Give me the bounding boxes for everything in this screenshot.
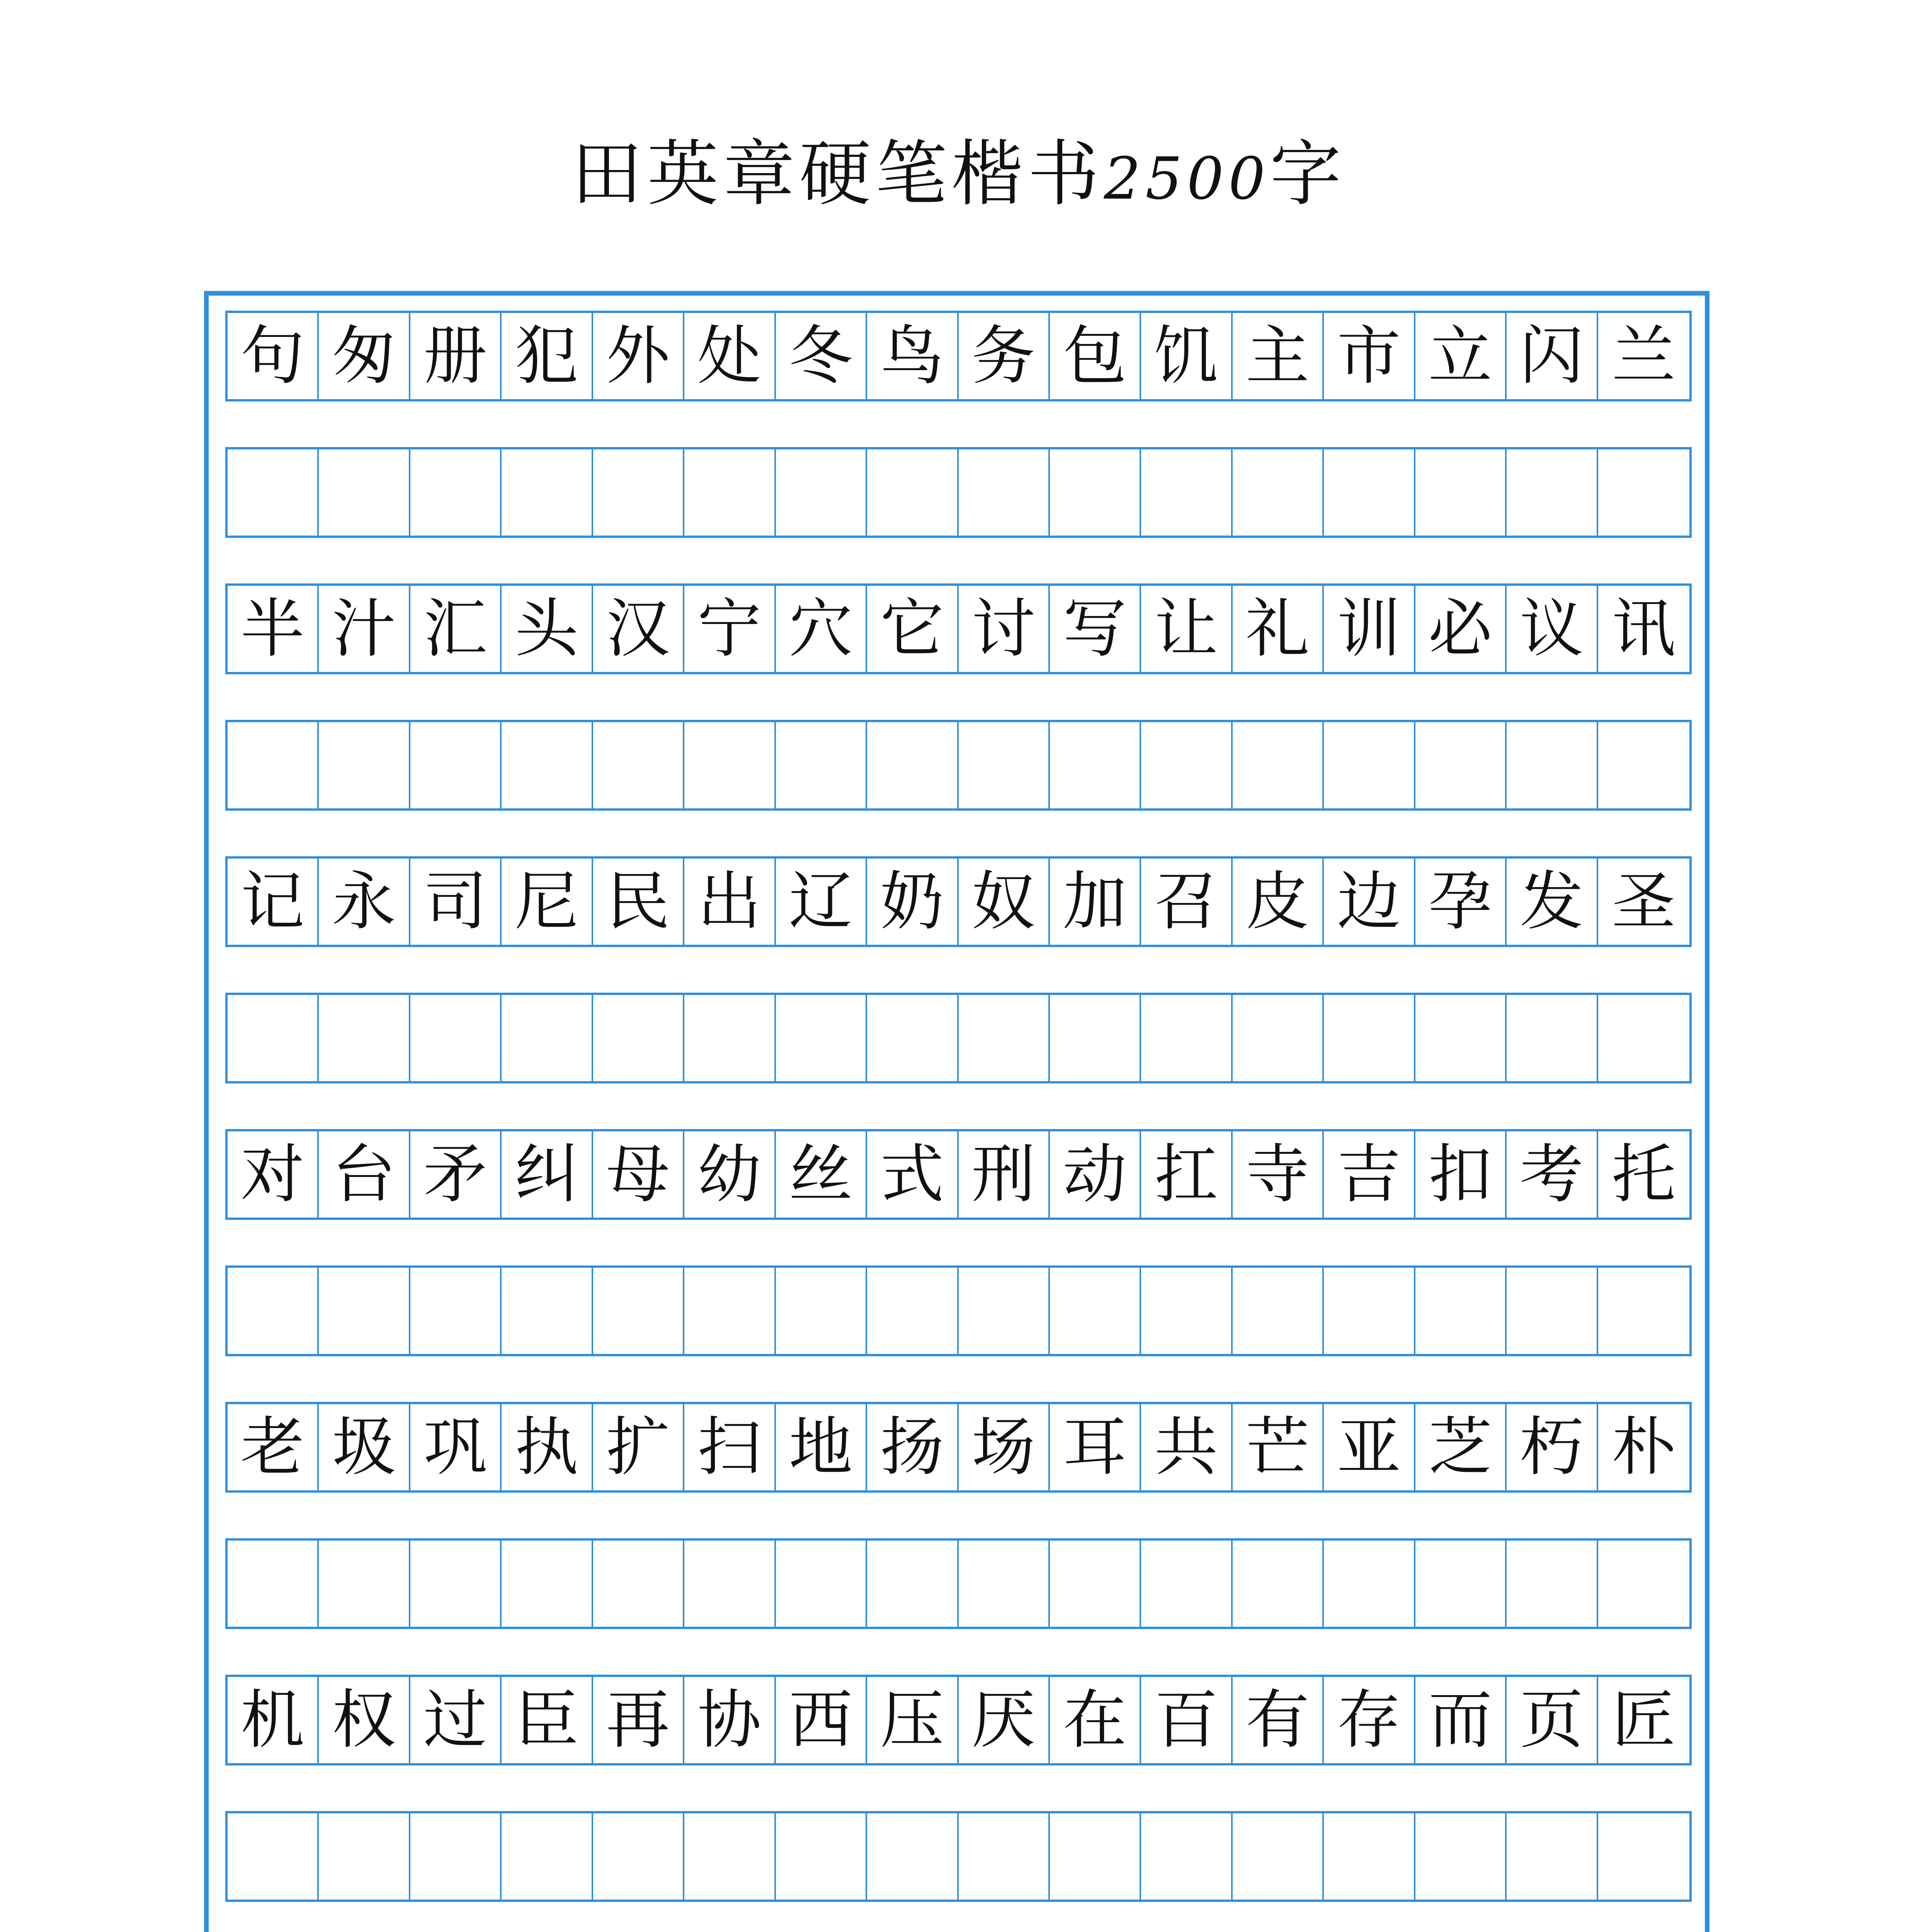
- practice-cell[interactable]: [1050, 995, 1141, 1081]
- character-cell: 吉: [1324, 1131, 1415, 1218]
- character-cell: 扛: [1141, 1131, 1232, 1218]
- character-cell: 刑: [959, 1131, 1050, 1218]
- character-cell: 匠: [1612, 1683, 1676, 1757]
- character-cell: 巩: [410, 1404, 502, 1490]
- practice-row: [225, 447, 1692, 538]
- character-cell: 过: [410, 1677, 502, 1763]
- character-row: [225, 311, 1692, 401]
- practice-cell[interactable]: [776, 1813, 867, 1900]
- character-cell: 民: [593, 859, 684, 945]
- character-cell: 而: [1415, 1677, 1507, 1763]
- practice-cell[interactable]: [228, 995, 319, 1081]
- character-cell: 百: [1141, 1677, 1232, 1763]
- page-title: [0, 128, 1917, 225]
- practice-row: [225, 1811, 1692, 1902]
- character-cell: 让: [1141, 586, 1232, 672]
- practice-cell[interactable]: [1050, 1541, 1141, 1627]
- character-cell: 头: [502, 586, 593, 672]
- practice-cell[interactable]: [502, 449, 593, 536]
- practice-cell[interactable]: [684, 995, 776, 1081]
- character-row: [225, 583, 1692, 674]
- character-cell: 冬: [776, 313, 867, 399]
- character-cell: 市: [1324, 313, 1415, 399]
- character-cell: 权: [319, 1677, 410, 1763]
- character-cell: 圣: [1612, 864, 1676, 939]
- character-cell: 它: [867, 586, 958, 672]
- character-cell: 讯: [1612, 592, 1676, 666]
- character-cell: 边: [1324, 859, 1415, 945]
- practice-cell[interactable]: [1233, 995, 1324, 1081]
- character-cell: 页: [1507, 1677, 1598, 1763]
- character-cell: 外: [593, 313, 684, 399]
- character-cell: 务: [959, 313, 1050, 399]
- practice-cell[interactable]: [867, 1268, 958, 1354]
- character-cell: 托: [1612, 1137, 1676, 1211]
- practice-cell[interactable]: [319, 1268, 410, 1354]
- practice-cell[interactable]: [1050, 1268, 1141, 1354]
- character-cell: 老: [228, 1404, 319, 1490]
- character-cell: 尼: [502, 859, 593, 945]
- character-cell: 汉: [593, 586, 684, 672]
- practice-cell[interactable]: [1598, 449, 1689, 536]
- practice-cell[interactable]: [593, 1541, 684, 1627]
- practice-row: [225, 1538, 1692, 1629]
- character-cell: 有: [1233, 1677, 1324, 1763]
- practice-cell[interactable]: [867, 449, 958, 536]
- character-cell: 包: [1050, 313, 1141, 399]
- character-cell: 孕: [1415, 859, 1507, 945]
- practice-cell[interactable]: [1598, 1541, 1689, 1627]
- practice-cell[interactable]: [593, 1268, 684, 1354]
- character-cell: 主: [1233, 313, 1324, 399]
- practice-cell[interactable]: [410, 1541, 502, 1627]
- character-cell: 出: [684, 859, 776, 945]
- character-cell: 芒: [1233, 1404, 1324, 1490]
- practice-cell[interactable]: [684, 722, 776, 808]
- practice-cell[interactable]: [593, 995, 684, 1081]
- practice-cell[interactable]: [1233, 1541, 1324, 1627]
- practice-cell[interactable]: [1415, 1813, 1507, 1900]
- character-cell: 讨: [959, 586, 1050, 672]
- practice-cell[interactable]: [776, 449, 867, 536]
- character-cell: 立: [1415, 313, 1507, 399]
- practice-cell[interactable]: [228, 1813, 319, 1900]
- character-cell: 台: [319, 1131, 410, 1218]
- character-cell: 扩: [593, 1404, 684, 1490]
- character-cell: 加: [1050, 859, 1141, 945]
- character-cell: 朽: [1507, 1404, 1598, 1490]
- practice-cell[interactable]: [959, 1813, 1050, 1900]
- practice-cell[interactable]: [319, 449, 410, 536]
- character-cell: 处: [684, 313, 776, 399]
- character-cell: 匆: [319, 313, 410, 399]
- practice-cell[interactable]: [959, 449, 1050, 536]
- character-cell: 犯: [502, 313, 593, 399]
- character-cell: 写: [1050, 586, 1141, 672]
- character-cell: 汇: [410, 586, 502, 672]
- practice-row: [225, 720, 1692, 811]
- character-cell: 式: [867, 1131, 958, 1218]
- character-cell: 圾: [319, 1404, 410, 1490]
- character-cell: 奶: [867, 859, 958, 945]
- character-cell: 对: [228, 1131, 319, 1218]
- character-cell: 闪: [1507, 313, 1598, 399]
- practice-cell[interactable]: [776, 1541, 867, 1627]
- practice-cell[interactable]: [410, 722, 502, 808]
- character-cell: 共: [1141, 1404, 1232, 1490]
- practice-cell[interactable]: [1324, 1541, 1415, 1627]
- practice-cell[interactable]: [1324, 995, 1415, 1081]
- practice-cell[interactable]: [1598, 722, 1689, 808]
- practice-row: [225, 1265, 1692, 1356]
- title-suffix: 字: [1270, 132, 1346, 216]
- character-cell: 动: [1050, 1131, 1141, 1218]
- character-cell: 在: [1050, 1677, 1141, 1763]
- character-cell: 扬: [867, 1404, 958, 1490]
- practice-cell[interactable]: [776, 1268, 867, 1354]
- practice-cell[interactable]: [867, 1813, 958, 1900]
- character-row: [225, 856, 1692, 947]
- character-cell: 召: [1141, 859, 1232, 945]
- practice-cell[interactable]: [1415, 995, 1507, 1081]
- practice-cell[interactable]: [959, 1541, 1050, 1627]
- practice-cell[interactable]: [1324, 722, 1415, 808]
- practice-cell[interactable]: [1598, 1813, 1689, 1900]
- character-cell: 奴: [959, 859, 1050, 945]
- practice-cell[interactable]: [1233, 449, 1324, 536]
- character-cell: 执: [502, 1404, 593, 1490]
- practice-cell[interactable]: [684, 1541, 776, 1627]
- character-cell: 饥: [1141, 313, 1232, 399]
- character-cell: 臣: [502, 1677, 593, 1763]
- title-main: 田英章硬笔楷书: [571, 132, 1104, 216]
- character-cell: 半: [228, 586, 319, 672]
- practice-cell[interactable]: [410, 1268, 502, 1354]
- character-cell: 辽: [776, 859, 867, 945]
- character-cell: 必: [1415, 586, 1507, 672]
- practice-cell[interactable]: [319, 995, 410, 1081]
- character-cell: 厌: [959, 1677, 1050, 1763]
- character-cell: 机: [228, 1677, 319, 1763]
- practice-cell[interactable]: [228, 449, 319, 536]
- character-cell: 扫: [684, 1404, 776, 1490]
- practice-cell[interactable]: [593, 722, 684, 808]
- practice-cell[interactable]: [1507, 1813, 1598, 1900]
- practice-cell[interactable]: [502, 995, 593, 1081]
- practice-cell[interactable]: [593, 449, 684, 536]
- practice-cell[interactable]: [410, 1813, 502, 1900]
- practice-cell[interactable]: [593, 1813, 684, 1900]
- character-cell: 地: [776, 1404, 867, 1490]
- practice-cell[interactable]: [1415, 1268, 1507, 1354]
- character-cell: 扣: [1415, 1131, 1507, 1218]
- practice-cell[interactable]: [1141, 995, 1232, 1081]
- character-row: [225, 1129, 1692, 1220]
- character-cell: 考: [1507, 1131, 1598, 1218]
- practice-cell[interactable]: [410, 449, 502, 536]
- practice-cell[interactable]: [1050, 449, 1141, 536]
- practice-cell[interactable]: [1233, 1813, 1324, 1900]
- practice-cell[interactable]: [1141, 722, 1232, 808]
- character-cell: 训: [1324, 586, 1415, 672]
- character-cell: 场: [959, 1404, 1050, 1490]
- practice-cell[interactable]: [502, 1268, 593, 1354]
- practice-cell[interactable]: [1324, 1268, 1415, 1354]
- practice-cell[interactable]: [1415, 449, 1507, 536]
- practice-row: [225, 993, 1692, 1083]
- character-cell: 司: [410, 859, 502, 945]
- practice-cell[interactable]: [1507, 722, 1598, 808]
- practice-cell[interactable]: [228, 1268, 319, 1354]
- practice-cell[interactable]: [959, 722, 1050, 808]
- practice-cell[interactable]: [959, 1268, 1050, 1354]
- character-row: [225, 1675, 1692, 1765]
- practice-cell[interactable]: [1233, 722, 1324, 808]
- character-cell: 礼: [1233, 586, 1324, 672]
- practice-cell[interactable]: [228, 1541, 319, 1627]
- practice-cell[interactable]: [1507, 995, 1598, 1081]
- practice-cell[interactable]: [959, 995, 1050, 1081]
- character-cell: 宁: [684, 586, 776, 672]
- practice-cell[interactable]: [867, 1541, 958, 1627]
- practice-cell[interactable]: [1415, 1541, 1507, 1627]
- practice-cell[interactable]: [228, 722, 319, 808]
- practice-cell[interactable]: [502, 1813, 593, 1900]
- character-cell: 鸟: [867, 313, 958, 399]
- character-cell: 册: [410, 313, 502, 399]
- character-cell: 纠: [502, 1131, 593, 1218]
- character-row: [225, 1402, 1692, 1493]
- character-cell: 西: [776, 1677, 867, 1763]
- practice-cell[interactable]: [684, 1268, 776, 1354]
- character-cell: 寺: [1233, 1131, 1324, 1218]
- practice-cell[interactable]: [684, 449, 776, 536]
- character-cell: 兰: [1612, 319, 1676, 393]
- practice-cell[interactable]: [502, 722, 593, 808]
- character-cell: 句: [228, 313, 319, 399]
- character-cell: 亚: [1324, 1404, 1415, 1490]
- character-cell: 再: [593, 1677, 684, 1763]
- character-cell: 发: [1507, 859, 1598, 945]
- character-cell: 穴: [776, 586, 867, 672]
- character-cell: 协: [684, 1677, 776, 1763]
- practice-cell[interactable]: [867, 995, 958, 1081]
- character-cell: 记: [228, 859, 319, 945]
- practice-cell[interactable]: [319, 722, 410, 808]
- character-cell: 矛: [410, 1131, 502, 1218]
- character-cell: 皮: [1233, 859, 1324, 945]
- character-cell: 汁: [319, 586, 410, 672]
- title-number: 2500: [1104, 145, 1270, 213]
- practice-cell[interactable]: [1050, 722, 1141, 808]
- practice-cell[interactable]: [1324, 1813, 1415, 1900]
- practice-cell[interactable]: [502, 1541, 593, 1627]
- practice-cell[interactable]: [1233, 1268, 1324, 1354]
- practice-cell[interactable]: [319, 1813, 410, 1900]
- practice-cell[interactable]: [319, 1541, 410, 1627]
- practice-cell[interactable]: [1507, 449, 1598, 536]
- practice-cell[interactable]: [1141, 449, 1232, 536]
- character-cell: 压: [867, 1677, 958, 1763]
- character-cell: 存: [1324, 1677, 1415, 1763]
- character-cell: 朴: [1612, 1410, 1676, 1484]
- practice-cell[interactable]: [684, 1813, 776, 1900]
- character-cell: 永: [319, 859, 410, 945]
- character-cell: 议: [1507, 586, 1598, 672]
- practice-cell[interactable]: [1598, 1268, 1689, 1354]
- practice-cell[interactable]: [776, 722, 867, 808]
- practice-cell[interactable]: [867, 722, 958, 808]
- character-cell: 丝: [776, 1131, 867, 1218]
- practice-cell[interactable]: [1141, 1541, 1232, 1627]
- practice-cell[interactable]: [1050, 1813, 1141, 1900]
- character-cell: 母: [593, 1131, 684, 1218]
- character-cell: 芝: [1415, 1404, 1507, 1490]
- practice-cell[interactable]: [1507, 1268, 1598, 1354]
- practice-cell[interactable]: [1415, 722, 1507, 808]
- character-cell: 幼: [684, 1131, 776, 1218]
- practice-cell[interactable]: [1324, 449, 1415, 536]
- practice-cell[interactable]: [776, 995, 867, 1081]
- practice-cell[interactable]: [1598, 995, 1689, 1081]
- practice-cell[interactable]: [1141, 1268, 1232, 1354]
- practice-cell[interactable]: [410, 995, 502, 1081]
- character-cell: 耳: [1050, 1404, 1141, 1490]
- practice-cell[interactable]: [1141, 1813, 1232, 1900]
- practice-cell[interactable]: [1507, 1541, 1598, 1627]
